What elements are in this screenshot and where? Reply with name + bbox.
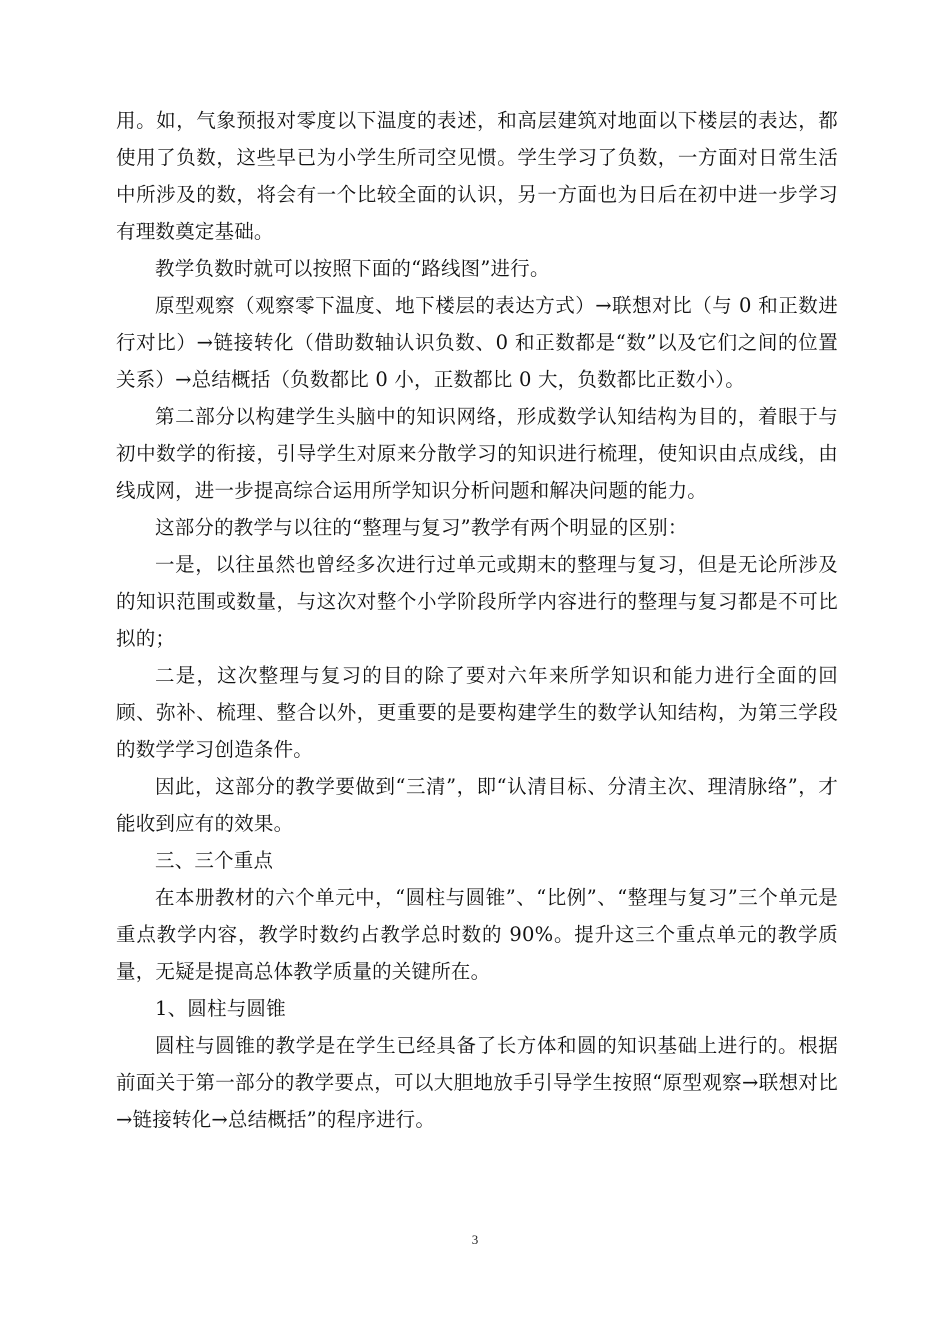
paragraph-difference-one: 一是，以往虽然也曾经多次进行过单元或期末的整理与复习，但是无论所涉及的知识范围或数量，与这次对整个小学阶段所学内容进行的整理与复习都是不可比拟的；	[116, 553, 838, 650]
subsection-heading: 1、圆柱与圆锥	[155, 997, 286, 1020]
body-text	[116, 102, 838, 1138]
paragraph-roadmap-intro: 教学负数时就可以按照下面的“路线图”进行。	[155, 257, 550, 280]
paragraph-three-clear: 因此，这部分的教学要做到“三清”，即“认清目标、分清主次、理清脉络”，才能收到应有的效果。	[116, 775, 838, 835]
paragraph-key-units: 在本册教材的六个单元中，“圆柱与圆锥”、“比例”、“整理与复习”三个单元是重点教学内容，教学时数约占教学总时数的 90%。提升这三个重点单元的教学质量，无疑是提高总体教学质量的关键所在。	[116, 886, 838, 983]
page-number: 3	[471, 1232, 479, 1247]
paragraph-differences-intro: 这部分的教学与以往的“整理与复习”教学有两个明显的区别：	[155, 516, 688, 539]
paragraph-cylinder-cone: 圆柱与圆锥的教学是在学生已经具备了长方体和圆的知识基础上进行的。根据前面关于第一部分的教学要点，可以大胆地放手引导学生按照“原型观察→联想对比→链接转化→总结概括”的程序进行。	[116, 1034, 838, 1131]
section-heading: 三、三个重点	[155, 849, 274, 872]
paragraph-continuation: 用。如，气象预报对零度以下温度的表述，和高层建筑对地面以下楼层的表达，都使用了负数，这些早已为小学生所司空见惯。学生学习了负数，一方面对日常生活中所涉及的数，将会有一个比较全面的认识，另一方面也为日后在初中进一步学习有理数奠定基础。	[116, 109, 838, 243]
paragraph-difference-two: 二是，这次整理与复习的目的除了要对六年来所学知识和能力进行全面的回顾、弥补、梳理、整合以外，更重要的是要构建学生的数学认知结构，为第三学段的数学学习创造条件。	[116, 664, 838, 761]
paragraph-part-two: 第二部分以构建学生头脑中的知识网络，形成数学认知结构为目的，着眼于与初中数学的衔接，引导学生对原来分散学习的知识进行梳理，使知识由点成线，由线成网，进一步提高综合运用所学知识分析问题和解决问题的能力。	[116, 405, 838, 502]
paragraph-roadmap-steps: 原型观察（观察零下温度、地下楼层的表达方式）→联想对比（与 0 和正数进行对比）→链接转化（借助数轴认识负数、0 和正数都是“数”以及它们之间的位置关系）→总结概括（负数都比 0 小，正数都比 0 大，负数都比正数小）。	[116, 294, 838, 391]
